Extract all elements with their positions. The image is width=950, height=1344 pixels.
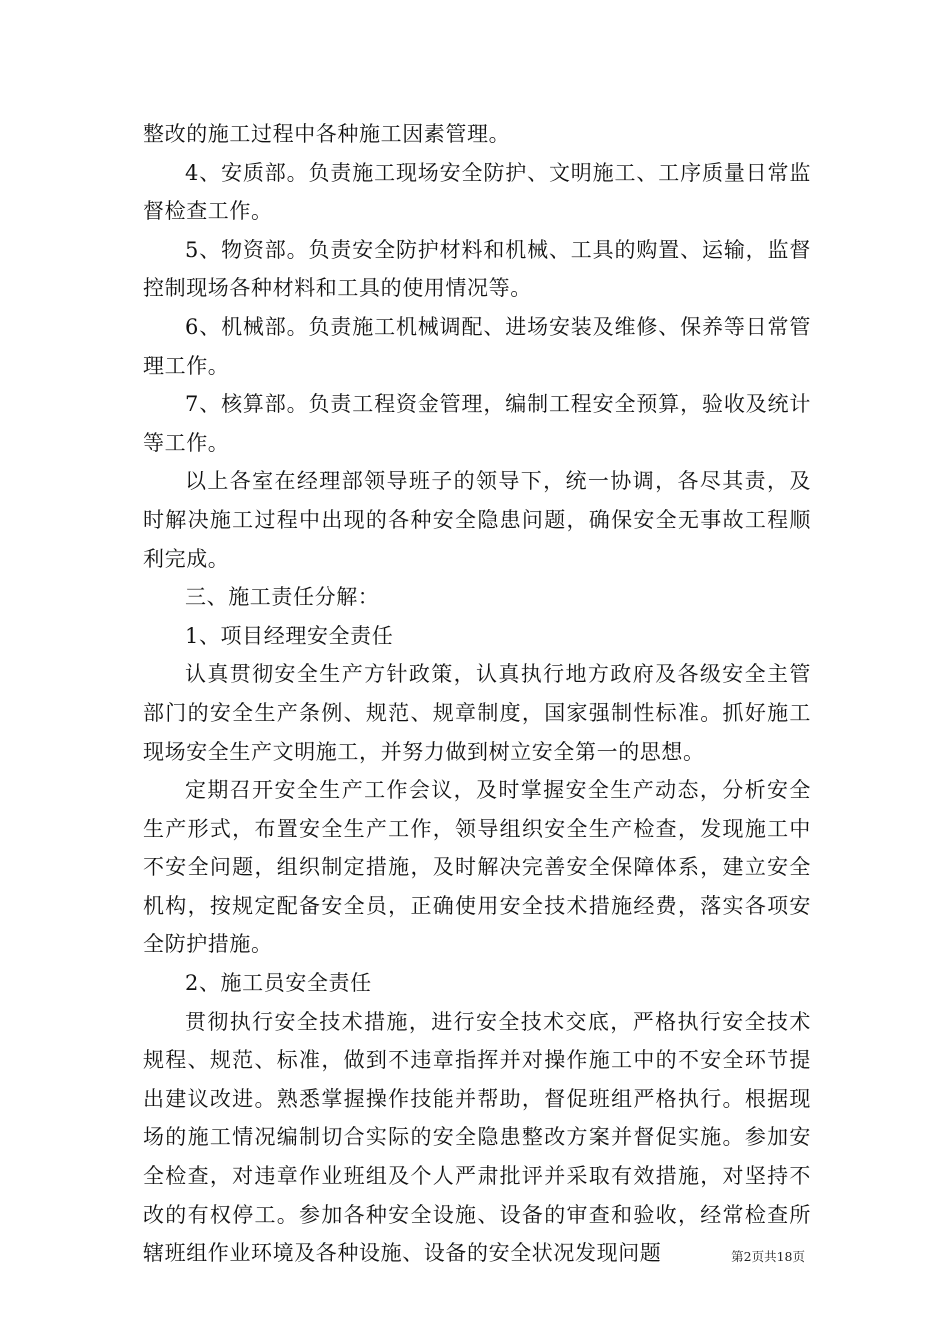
subsection-heading: 2、施工员安全责任 [185,971,372,996]
paragraph: 以上各室在经理部领导班子的领导下，统一协调，各尽其责，及时解决施工过程中出现的各种安全隐患问题，确保安全无事故工程顺利完成。 [143,469,811,571]
paragraph: 4、安质部。负责施工现场安全防护、文明施工、工序质量日常监督检查工作。 [143,160,811,224]
paragraph: 整改的施工过程中各种施工因素管理。 [143,122,511,146]
page-number: 第2页共18页 [731,1249,805,1264]
subsection-heading: 1、项目经理安全责任 [185,623,394,648]
section-heading: 三、施工责任分解： [185,585,380,610]
paragraph: 贯彻执行安全技术措施，进行安全技术交底，严格执行安全技术规程、规范、标准，做到不违章指挥并对操作施工中的不安全环节提出建议改进。熟悉掌握操作技能并帮助，督促班组严格执行。根据现场的施工情况编制切合实际的安全隐患整改方案并督促实施。参加安全检查，对违章作业班组及个人严肃批评并采取有效措施，对坚持不改的有权停工。参加各种安全设施、设备的审查和验收，经常检查所辖班组作业环境及各种设施、设备的安全状况发现问题 [143,1009,811,1266]
paragraph: 认真贯彻安全生产方针政策，认真执行地方政府及各级安全主管部门的安全生产条例、规范、规章制度，国家强制性标准。抓好施工现场安全生产文明施工，并努力做到树立安全第一的思想。 [143,662,811,764]
paragraph: 定期召开安全生产工作会议，及时掌握安全生产动态，分析安全生产形式，布置安全生产工作，领导组织安全生产检查，发现施工中不安全问题，组织制定措施，及时解决完善安全保障体系，建立安全机构，按规定配备安全员，正确使用安全技术措施经费，落实各项安全防护措施。 [143,778,811,957]
document-body [143,115,811,1273]
paragraph: 5、物资部。负责安全防护材料和机械、工具的购置、运输，监督控制现场各种材料和工具的使用情况等。 [143,237,811,301]
paragraph: 7、核算部。负责工程资金管理，编制工程安全预算，验收及统计等工作。 [143,392,811,455]
paragraph: 6、机械部。负责施工机械调配、进场安装及维修、保养等日常管理工作。 [143,314,811,378]
